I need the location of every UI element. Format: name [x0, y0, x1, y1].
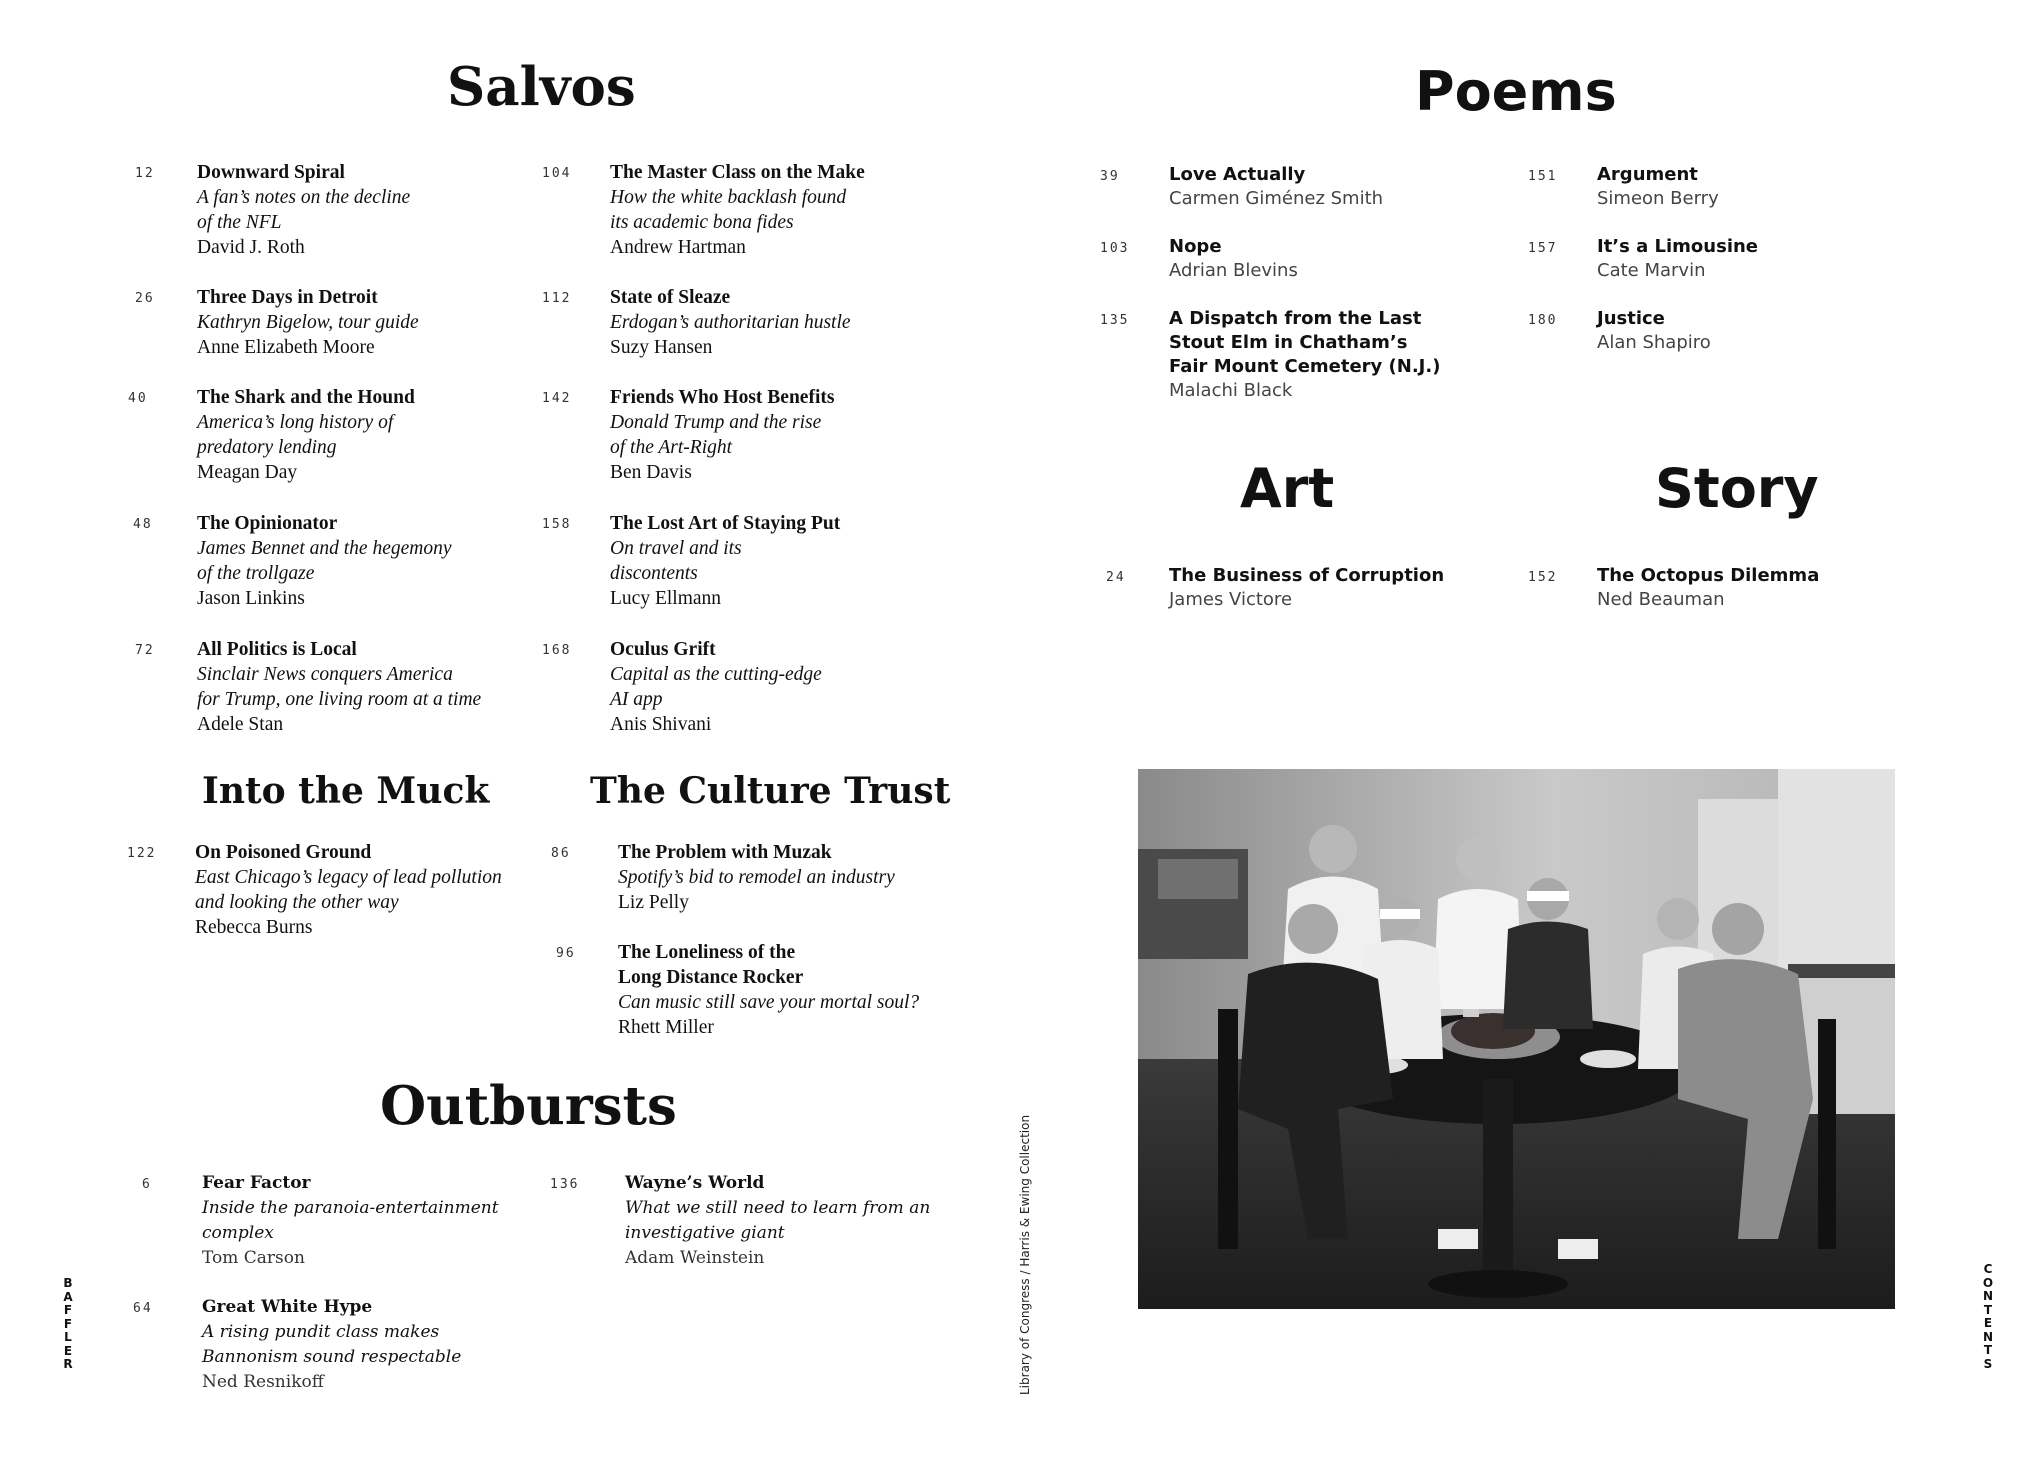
article-author: Meagan Day	[197, 462, 298, 483]
page-number: 24	[1106, 570, 1126, 585]
poem-author: Alan Shapiro	[1597, 332, 1711, 353]
poem-title: Argument	[1597, 164, 1698, 185]
article-dek: What we still need to learn from an investigative giant	[625, 1198, 931, 1243]
article-dek: How the white backlash found its academic bona fides	[610, 187, 847, 233]
article-author: Anne Elizabeth Moore	[197, 337, 375, 358]
salvos-heading: Salvos	[447, 56, 636, 118]
article-dek: Capital as the cutting-edge AI app	[610, 664, 822, 710]
article-dek: On travel and its discontents	[610, 538, 742, 584]
article-title: The Lost Art of Staying Put	[610, 513, 841, 534]
page-number: 6	[142, 1177, 152, 1192]
article-author: Ben Davis	[610, 462, 692, 483]
poem-title: Nope	[1169, 236, 1222, 257]
art-author: James Victore	[1169, 589, 1293, 610]
baffler-vertical-label: B A F F L E R	[63, 1276, 73, 1371]
article-author: Tom Carson	[202, 1248, 305, 1268]
article-title: The Master Class on the Make	[610, 162, 865, 183]
page-number: 96	[556, 946, 576, 961]
article-title: Oculus Grift	[610, 639, 716, 660]
article-title: The Shark and the Hound	[197, 387, 415, 408]
article-title: State of Sleaze	[610, 287, 731, 308]
page-number: 48	[133, 517, 153, 532]
story-author: Ned Beauman	[1597, 589, 1725, 610]
article-dek: Spotify’s bid to remodel an industry	[618, 867, 895, 888]
story-title: The Octopus Dilemma	[1597, 565, 1820, 586]
art-heading: Art	[1240, 457, 1335, 520]
article-dek: Erdogan’s authoritarian hustle	[610, 312, 851, 333]
poem-title: Love Actually	[1169, 164, 1306, 185]
page-number: 26	[135, 291, 155, 306]
page-number: 64	[133, 1301, 153, 1316]
article-author: Lucy Ellmann	[610, 588, 722, 609]
page-number: 112	[542, 291, 572, 306]
article-title: On Poisoned Ground	[195, 842, 372, 863]
article-author: Liz Pelly	[618, 892, 689, 913]
article-dek: Kathryn Bigelow, tour guide	[197, 312, 419, 333]
poem-author: Carmen Giménez Smith	[1169, 188, 1384, 209]
page-number: 151	[1528, 169, 1558, 184]
into-the-muck-heading: Into the Muck	[202, 770, 490, 812]
poem-author: Simeon Berry	[1597, 188, 1719, 209]
article-title: Great White Hype	[202, 1297, 373, 1317]
page-number: 86	[551, 846, 571, 861]
page-number: 39	[1100, 169, 1120, 184]
article-title: All Politics is Local	[197, 639, 357, 660]
poem-author: Malachi Black	[1169, 380, 1293, 401]
page-number: 157	[1528, 241, 1558, 256]
article-author: Rebecca Burns	[195, 917, 313, 938]
article-title: Downward Spiral	[197, 162, 345, 183]
article-dek: Inside the paranoia-entertainment complex	[202, 1198, 499, 1243]
article-dek: America’s long history of predatory lending	[197, 412, 394, 458]
article-author: Adele Stan	[197, 714, 284, 735]
article-author: Ned Resnikoff	[202, 1372, 324, 1392]
article-title: Fear Factor	[202, 1173, 311, 1193]
article-title: Three Days in Detroit	[197, 287, 378, 308]
page-number: 152	[1528, 570, 1558, 585]
article-title: Friends Who Host Benefits	[610, 387, 835, 408]
page-number: 136	[550, 1177, 580, 1192]
outbursts-heading: Outbursts	[380, 1075, 677, 1137]
page-number: 158	[542, 517, 572, 532]
article-dek: Sinclair News conquers America for Trump, one living room at a time	[197, 664, 482, 710]
article-author: Suzy Hansen	[610, 337, 713, 358]
article-dek: Can music still save your mortal soul?	[618, 992, 920, 1013]
contents-vertical-label: C O N T E N T S	[1982, 1262, 1994, 1371]
article-author: Andrew Hartman	[610, 237, 746, 258]
poem-title: A Dispatch from the Last Stout Elm in Chatham’s Fair Mount Cemetery (N.J.)	[1169, 308, 1441, 377]
page-number: 168	[542, 643, 572, 658]
article-dek: Donald Trump and the rise of the Art-Right	[610, 412, 822, 458]
article-author: David J. Roth	[197, 237, 305, 258]
article-title: The Problem with Muzak	[618, 842, 832, 863]
article-author: Anis Shivani	[610, 714, 712, 735]
article-author: Rhett Miller	[618, 1017, 714, 1038]
article-author: Adam Weinstein	[625, 1248, 765, 1268]
poem-title: It’s a Limousine	[1597, 236, 1759, 257]
poem-title: Justice	[1597, 308, 1665, 329]
page-number: 142	[542, 391, 572, 406]
poem-author: Adrian Blevins	[1169, 260, 1298, 281]
photo-illustration	[1138, 769, 1895, 1309]
story-heading: Story	[1655, 457, 1819, 520]
page-number: 72	[135, 643, 155, 658]
article-author: Jason Linkins	[197, 588, 305, 609]
page-number: 122	[127, 846, 157, 861]
photo-credit: Library of Congress / Harris & Ewing Collection	[1018, 1114, 1032, 1395]
article-dek: James Bennet and the hegemony of the trollgaze	[197, 538, 452, 584]
page-number: 40	[128, 391, 148, 406]
black-and-white-photo	[1138, 769, 1895, 1309]
article-title: Wayne’s World	[625, 1173, 765, 1193]
page-number: 104	[542, 166, 572, 181]
page-number: 12	[135, 166, 155, 181]
article-dek: A rising pundit class makes Bannonism sound respectable	[202, 1322, 462, 1367]
page-number: 103	[1100, 241, 1130, 256]
culture-trust-heading: The Culture Trust	[590, 770, 951, 812]
article-dek: East Chicago’s legacy of lead pollution and looking the other way	[195, 867, 502, 913]
article-title: The Opinionator	[197, 513, 338, 534]
art-title: The Business of Corruption	[1169, 565, 1445, 586]
poems-heading: Poems	[1415, 60, 1617, 123]
page-number: 180	[1528, 313, 1558, 328]
page-number: 135	[1100, 313, 1130, 328]
article-title: The Loneliness of the Long Distance Rocker	[618, 942, 804, 988]
article-dek: A fan’s notes on the decline of the NFL	[197, 187, 411, 233]
poem-author: Cate Marvin	[1597, 260, 1706, 281]
